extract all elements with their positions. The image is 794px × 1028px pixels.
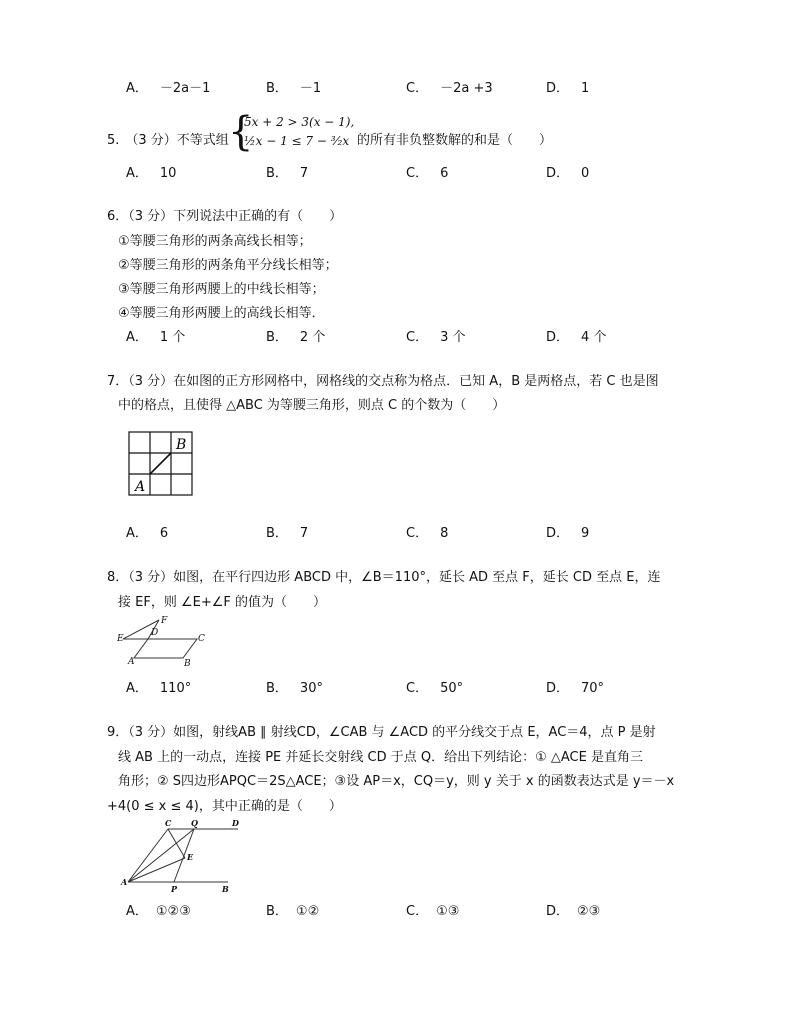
q9-label-e: E [187,852,194,862]
q6-statement-4: ④等腰三角形两腰上的高线长相等． [118,306,325,321]
q8-option-d: D． 70° [546,681,605,696]
q6-option-d: D． 4 个 [546,330,607,345]
q9-option-b: B． ①② [266,904,320,919]
q9-option-c: C． ①③ [406,904,460,919]
q4-option-a: A． －2a－1 [126,81,211,96]
q5-option-b: B． 7 [266,166,309,181]
q6-statement-3: ③等腰三角形两腰上的中线长相等； [118,282,325,297]
q9-rays-figure [118,818,246,894]
q6-option-b: B． 2 个 [266,330,326,345]
q5-inequality-1: 5x + 2 > 3(x − 1), [244,115,355,129]
q5-option-c: C． 6 [406,166,449,181]
q9-label-c: C [165,818,172,828]
q7-option-b: B． 7 [266,526,309,541]
q6-option-a: A． 1 个 [126,330,186,345]
q4-option-d: D． 1 [546,81,590,96]
q8-option-c: C． 50° [406,681,464,696]
q7-option-c: C． 8 [406,526,449,541]
q6-statement-2: ②等腰三角形的两条角平分线长相等； [118,258,338,273]
q9-stem-line2: 线 AB 上的一动点，连接 PE 并延长交射线 CD 于点 Q．给出下列结论：① △ACE 是直角三 [118,750,643,765]
q8-stem-line1: 8．（3 分）如图，在平行四边形 ABCD 中，∠B＝110°，延长 AD 至点 F，延长 CD 至点 E，连 [107,570,661,585]
q4-option-b: B． －1 [266,81,322,96]
q9-label-p: P [171,884,178,894]
q7-stem-line1: 7．（3 分）在如图的正方形网格中，网格线的交点称为格点．已知 A，B 是两格点，若 C 也是图 [107,374,659,389]
q9-stem-line1: 9．（3 分）如图，射线AB ∥ 射线CD，∠CAB 与 ∠ACD 的平分线交于点 E，AC＝4，点 P 是射 [107,725,656,740]
q6-statement-1: ①等腰三角形的两条高线长相等； [118,234,312,249]
q8-stem-line2: 接 EF，则 ∠E+∠F 的值为（ ） [118,595,326,610]
q8-label-d: D [151,628,159,638]
q8-label-c: C [198,634,205,644]
q9-label-b: B [222,884,229,894]
q9-stem-line3: 角形；② S四边形APQC＝2S△ACE；③设 AP＝x，CQ＝y，则 y 关于 x 的函数表达式是 y＝－x [118,774,675,789]
q9-label-q: Q [191,818,198,828]
q9-label-d: D [232,818,239,828]
q8-parallelogram-figure [117,614,209,668]
q9-label-a: A [121,877,128,887]
q5-inequality-2: ½x − 1 ≤ 7 − ³⁄₂x [244,134,350,148]
q7-option-d: D． 9 [546,526,590,541]
q8-option-b: B． 30° [266,681,323,696]
q7-label-b: B [176,437,187,453]
q8-option-a: A． 110° [126,681,192,696]
q8-label-b: B [184,659,191,668]
q9-option-d: D． ②③ [546,904,601,919]
q5-option-a: A． 10 [126,166,177,181]
q8-label-f: F [161,616,168,626]
q5-stem-tail: 的所有非负整数解的和是（ ） [357,133,553,148]
q9-stem-line4: +4(0 ≤ x ≤ 4)，其中正确的是（ ） [107,799,342,814]
q7-label-a: A [135,479,146,495]
q7-option-a: A． 6 [126,526,169,541]
q9-option-a: A． ①②③ [126,904,191,919]
q7-stem-line2: 中的格点，且使得 △ABC 为等腰三角形，则点 C 的个数为（ ） [118,398,506,413]
q5-brace: { [228,109,254,155]
q6-stem: 6．（3 分）下列说法中正确的有（ ） [107,209,343,224]
q8-label-e: E [117,634,124,644]
q7-grid-figure [128,431,194,497]
q6-option-c: C． 3 个 [406,330,466,345]
q5-stem: 5. （3 分）不等式组 [107,133,229,148]
q8-label-a: A [128,657,135,667]
q5-option-d: D． 0 [546,166,590,181]
q4-option-c: C． －2a +3 [406,81,493,96]
